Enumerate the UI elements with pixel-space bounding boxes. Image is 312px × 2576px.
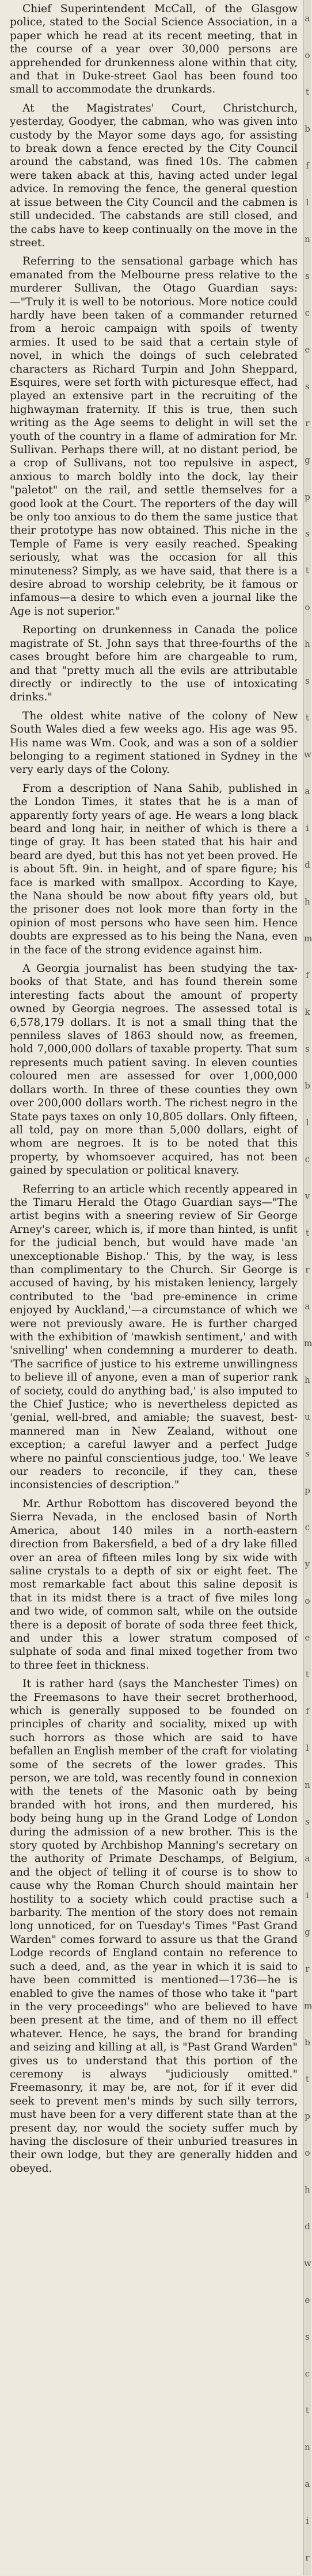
edge-char: h	[305, 2184, 310, 2195]
edge-char: a	[305, 1301, 310, 1312]
edge-char: s	[305, 2332, 310, 2342]
edge-char: s	[305, 676, 310, 686]
edge-char: i	[306, 823, 309, 833]
edge-char: a	[305, 1853, 310, 1864]
edge-char: h	[305, 639, 310, 649]
edge-char: f	[306, 1706, 309, 1716]
edge-char: n	[305, 1780, 310, 1790]
edge-char: i	[306, 1890, 309, 1900]
paragraph-saline-deposit: Mr. Arthur Robottom has discovered beyond the Sierra Nevada, in the enclosed basin of North America, about 140 miles in a north-eastern direction from Bakersfield, a bed of a dry lake filled over an area of fifteen miles long by six wide with saline crystals to a depth of six or eight feet. The most remarkable fact about this saline deposit is that in its midst there is a tract of five miles long and two wide, of common salt, while on the outside there is a deposit of borate of soda three feet thick, and under this a lower stratum composed of sulphate of soda and final mixed together from two to three feet in thickness.	[10, 1497, 298, 1672]
paragraph-murderer-sullivan: Referring to the sensational garbage which has emanated from the Melbourne press relative to the murderer Sullivan, the Otago Guardian says:—"Truly it is well to be notorious. More notice could hardly have been taken of a commander returned from a heroic campaign with spoils of twenty armies. It used to be said that a certain style of novel, in which the doings of such celebrated characters as Richard Turpin and John Sheppard, Esquires, were set forth with picturesque effect, had played an extensive part in the recruiting of the highwayman fraternity. If this is true, then such writing as the Age seems to delight in will set the youth of the country in a flame of admiration for Mr. Sullivan. Perhaps there will, at no distant period, be a crop of Sullivans, not too repulsive in aspect, anxious to march boldly into the dock, lay their "paletot" on the rail, and settle themselves for a good look at the Court. The reporters of the day will be only too anxious to do them the same justice that their prototype has now obtained. This niche in the Temple of Fame is very easily reached. Speaking seriously, what was the occasion for all this minuteness? Simply, as we have said, that there is a desire abroad to worship celebrity, be it famous or infamous—a desire to which even a journal like the Age is not superior."	[10, 255, 298, 618]
edge-char: u	[305, 1412, 310, 1422]
edge-char: a	[305, 13, 310, 24]
paragraph-timaru-herald: Referring to an article which recently appeared in the Timaru Herald the Otago Guardian says—"The artist begins with a sneering review of Sir George Arney's career, which is, if more than hinted, is unfit for the judicial bench, but would have made 'an unexceptionable Bishop.' This, by the way, is less than complimentary to the Church. Sir George is accused of having, by his mistaken leniency, largely contributed to the 'bad pre-eminence in crime enjoyed by Auckland,'—a circumstance of which we were not previously aware. He is further charged with the exhibition of 'mawkish sentiment,' and with 'snivelling' when condemning a murderer to death. 'The sacrifice of justice to his extreme unwillingness to believe ill of anyone, even a man of superior rank of society, could do anything bad,' is also imputed to the Chief Justice; who is nevertheless depicted as 'genial, well-bred, and amiable; the suavest, best-mannered man in New Zealand, without one exception; a careful lawyer and a perfect Judge where no painful conscientious judge, too.' We leave our readers to reconcile, if they can, these inconsistencies of description."	[10, 1183, 298, 1492]
adjacent-column-edge	[303, 0, 311, 2575]
edge-char: m	[304, 1338, 312, 1348]
edge-char: o	[305, 2148, 310, 2158]
edge-char: t	[305, 1669, 310, 1680]
edge-char: o	[305, 50, 310, 60]
edge-char: w	[304, 2258, 311, 2268]
edge-char: k	[305, 1007, 310, 1017]
edge-char: p	[305, 2111, 310, 2121]
edge-char: f	[306, 970, 309, 980]
edge-char: v	[305, 1191, 310, 1201]
edge-char: t	[305, 2405, 310, 2416]
paragraph-freemasons: It is rather hard (says the Manchester Times) on the Freemasons to have their secret brotherhood, which is generally supposed to be founded on principles of charity and sociality, mixed up with such horrors as those which are said to have befallen an English member of the craft for violating some of the secrets of the lower grades. This person, we are told, was recently found in connexion with the tenets of the Masonic oath by being branded with hot irons, and then murdered, his body being hung up in the Grand Lodge of London during the admission of a new brother. This is the story quoted by Archbishop Manning's secretary on the authority of Primate Deschamps, of Belgium, and the object of telling it of course is to show to cause why the Roman Church should maintain her hostility to a society which could practise such a barbarity. The mention of the story does not remain long unnoticed, for on Tuesday's Times "Past Grand Warden" comes forward to assure us that the Grand Lodge records of England contain no reference to such a deed, and, as the year in which it is said to have been committed is mentioned—1736—he is enabled to give the names of those who take it "part in the very proceedings" who are believed to have been present at the time, and of them no ill effect whatever. Hence, he says, the brand for branding and seizing and killing at all, is "Past Grand Warden" gives us to understand that this portion of the ceremony is always "judiciously omitted." Freemasonry, it may be, are not, for if it ever did seek to prevent men's minds by such silly terrors, must have been for a very different state than at the present day, nor would the society suffer much by having the disclosure of their unburied treasures in their own lodge, but they are generally hidden and obeyed.	[10, 1678, 298, 2175]
edge-char: a	[305, 786, 310, 796]
edge-char: s	[305, 381, 310, 392]
edge-char: y	[305, 1559, 310, 1569]
edge-char: c	[305, 2368, 310, 2379]
edge-char: f	[306, 160, 309, 171]
edge-char: a	[305, 2479, 310, 2489]
edge-char: t	[305, 87, 310, 97]
edge-char: l	[306, 1117, 309, 1128]
edge-char: t	[305, 1228, 310, 1238]
edge-char: n	[305, 2442, 310, 2452]
article-column	[10, 2, 298, 2180]
edge-char: w	[304, 749, 311, 760]
edge-char: c	[305, 1522, 310, 1532]
edge-char: o	[305, 602, 310, 612]
paragraph-canada-drunkenness: Reporting on drunkenness in Canada the police magistrate of St. John says that three-fourths of the cases brought before him are chargeable to rum, and that "pretty much all the evils are attributable directly or indirectly to the use of intoxicating drinks."	[10, 624, 298, 704]
edge-char: l	[306, 1743, 309, 1753]
edge-char: m	[304, 933, 312, 944]
edge-char: t	[305, 565, 310, 576]
edge-char: t	[305, 712, 310, 723]
edge-char: s	[305, 1448, 310, 1459]
edge-char: e	[305, 2295, 310, 2305]
edge-char: d	[305, 860, 310, 870]
edge-char: i	[306, 2516, 309, 2526]
paragraph-georgia-negroes: A Georgia journalist has been studying the tax-books of that State, and has found therein some interesting facts about the amount of property owned by Georgia negroes. The assessed total is 6,578,179 dollars. It is not a small thing that the penniless slaves of 1863 should now, as freemen, hold 7,000,000 dollars of taxable property. That sum represents much patient saving. In eleven counties coloured men are assessed for over 1,000,000 dollars worth. In three of these counties they own over 200,000 dollars worth. The richest negro in the State pays taxes on only 10,805 dollars. Only fifteen, all told, pay on more than 5,000 dollars, eight of whom are negroes. It is to be noted that this property, by whomsoever acquired, has not been gained by speculation or political knavery.	[10, 963, 298, 1177]
edge-char: o	[305, 1596, 310, 1606]
edge-char: l	[306, 197, 309, 208]
edge-char: c	[305, 308, 310, 318]
edge-char: b	[305, 2037, 310, 2048]
paragraph-glasgow-police: Chief Superintendent McCall, of the Glasgow police, stated to the Social Science Association, in a paper which he read at its recent meeting, that in the course of a year over 30,000 persons are apprehended for drunkenness alone within that city, and that in Duke-street Gaol has been found too small to accommodate the drunkards.	[10, 3, 298, 96]
edge-char: r	[305, 2552, 310, 2563]
edge-char: r	[305, 1964, 310, 1974]
paragraph-nana-sahib: From a description of Nana Sahib, published in the London Times, it states that he is a man of apparently forty years of age. He wears a long black beard and long hair, in neither of which is there a tinge of gray. It has been stated that his hair and beard are dyed, but this has not yet been proved. He is about 5ft. 9in. in height, and of spare figure; his face is marked with smallpox. According to Kaye, the Nana should be now about fifty years old, but the prisoner does not look more than forty in the opinion of most persons who have seen him. Hence doubts are expressed as to his being the Nana, even in the face of the strong evidence against him.	[10, 782, 298, 956]
edge-char: h	[305, 896, 310, 907]
edge-char: e	[305, 344, 310, 355]
paragraph-oldest-native: The oldest white native of the colony of New South Wales died a few weeks ago. His age was 95. His name was Wm. Cook, and was a son of a soldier belonging to a regiment stationed in Sydney in the very early days of the Colony.	[10, 710, 298, 776]
edge-char: b	[305, 124, 310, 134]
paragraph-magistrates-court: At the Magistrates' Court, Christchurch, yesterday, Goodyer, the cabman, who was given into custody by the Mayor some days ago, for assisting to break down a fence erected by the City Council around the cabstand, was fined 10s. The cabmen were taken aback at this, having acted under legal advice. In removing the fence, the general question at issue between the City Council and the cabmen is still undecided. The cabstands are still closed, and the cabs have to keep continually on the move in the street.	[10, 102, 298, 249]
edge-char: g	[305, 455, 310, 465]
edge-char: c	[305, 1154, 310, 1164]
edge-char: g	[305, 1927, 310, 1937]
edge-char: n	[305, 234, 310, 244]
edge-char: s	[305, 1816, 310, 1827]
edge-char: e	[305, 1632, 310, 1643]
edge-char: d	[305, 2221, 310, 2232]
edge-char: s	[305, 1044, 310, 1054]
edge-char: r	[305, 1264, 310, 1275]
edge-char: m	[304, 2000, 312, 2011]
edge-char: p	[305, 1485, 310, 1496]
edge-char: h	[305, 1375, 310, 1385]
edge-char: r	[305, 418, 310, 428]
edge-char: s	[305, 528, 310, 539]
edge-char: b	[305, 1080, 310, 1091]
edge-char: t	[305, 2074, 310, 2084]
edge-char: s	[305, 271, 310, 281]
edge-char: p	[305, 492, 310, 502]
